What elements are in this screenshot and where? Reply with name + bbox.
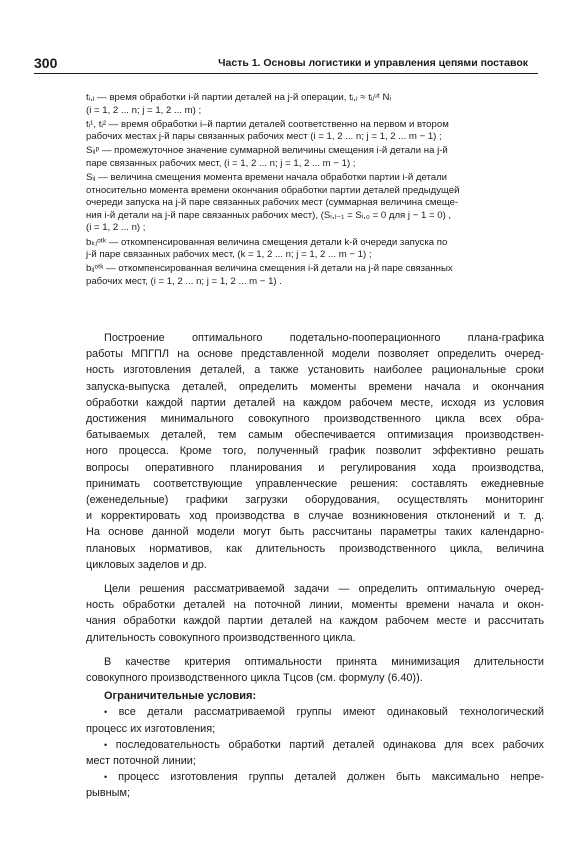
text-line: принимать соответствующие управленческие решения: составлять ежедневные: [86, 477, 544, 490]
paragraph-criterion: [86, 654, 544, 686]
text-line: плановых нормативов, как длительность производственного цикла, величина: [86, 542, 544, 555]
text-line: чания обработки каждой партии деталей на каждом рабочем месте и рассчитать: [86, 615, 544, 628]
text-line: [86, 769, 544, 785]
running-title: Часть 1. Основы логистики и управления цепями поставок: [218, 57, 528, 69]
page-header: [34, 55, 538, 73]
definition-line: рабочих местах j-й пары связанных рабочих мест (i = 1, 2 ... n; j = 1, 2 ... m − 1) ;: [86, 131, 442, 143]
definition-line: относительно момента времени окончания обработки партии деталей предыдущей: [86, 184, 460, 196]
text-line: обработки каждой партии деталей на каждом рабочем месте, исходя из условия: [86, 396, 544, 409]
text-line: На основе данной модели могут быть рассчитаны параметры таких календарно-: [86, 526, 544, 539]
constraints-heading: Ограничительные условия:: [104, 690, 257, 703]
text-line: Построение оптимального подетально-пооперационного плана-графика: [104, 332, 544, 344]
definition-line: (i = 1, 2 ... n; j = 1, 2 ... m) ;: [86, 104, 202, 116]
definition-line: tᵢ,ⱼ — время обработки i-й партии деталей на j-й операции, tᵢ,ⱼ ≈ tᵢⱼᵘᵗ Nᵢ: [86, 92, 391, 103]
text-line: совокупного производственного цикла Tцсов (см. формулу (6.40)).: [86, 672, 423, 685]
text-line: достижения минимального совокупного производственного цикла всех обра-: [86, 413, 544, 426]
definition-line: Sᵢⱼᵖ — промежуточное значение суммарной величины смещения i-й детали на j-й: [86, 145, 448, 157]
definition-line: j-й паре связанных рабочих мест, (k = 1, 2 ... n; j = 1, 2 ... m − 1) ;: [86, 249, 372, 261]
constraint-text: последовательность обработки партий деталей одинакова для всех рабочих: [115, 738, 544, 751]
definition-line: паре связанных рабочих мест, (i = 1, 2 ... n; j = 1, 2 ... m − 1) ;: [86, 157, 356, 169]
definition-line: очереди запуска на j-й паре связанных рабочих мест (суммарная величина смеще-: [86, 197, 459, 209]
text-line: (еженедельные) графики загрузки оборудования, осуществлять мониторинг: [86, 494, 544, 507]
constraint-text: процесс изготовления группы деталей должен быть максимально непре-: [118, 771, 544, 784]
text-line: ность изготовления деталей, а также установить наиболее рациональные сроки: [86, 364, 544, 377]
constraint-text: все детали рассматриваемой группы имеют одинаковый технологический: [118, 706, 544, 719]
text-line: [86, 704, 544, 720]
page-number: 300: [34, 55, 58, 71]
definition-s-ij: [86, 172, 526, 235]
text-line: батываемых деталей, тем самым обеспечивается оптимизация производствен-: [86, 429, 544, 442]
paragraph-schedule: [86, 330, 544, 573]
text-line: В качестве критерия оптимальности принята минимизация длительности: [104, 655, 544, 668]
definition-line: bᵢⱼᵒᵗᵏ — откомпенсированная величина смещения i-й детали на j-й паре связанных: [86, 263, 453, 275]
constraints-section: [86, 688, 544, 801]
definition-line: Sᵢⱼ — величина смещения момента времени начала обработки партии i-й детали: [86, 172, 448, 184]
text-line: [86, 737, 544, 753]
definition-line: ния i-й детали на j-й паре связанных рабочих мест), (Sᵢ,ⱼ₋₁ = Sᵢ,₀ = 0 для j − 1 = 0) ,: [86, 209, 452, 221]
constraint-item: [86, 737, 544, 769]
notation-definitions: [86, 92, 526, 290]
text-line: рывным;: [86, 787, 131, 800]
text-line: длительность совокупного производственного цикла.: [86, 631, 356, 644]
text-line: ность обработки деталей на поточной линии, моменты времени начала и окон-: [86, 599, 544, 612]
text-line: ного процесса. Кроме того, полученный график позволит эффективно решать: [86, 445, 544, 458]
constraint-item: [86, 704, 544, 736]
text-line: мест поточной линии;: [86, 755, 196, 768]
definition-s-p: [86, 145, 526, 170]
definition-b-kj: [86, 237, 526, 262]
text-line: работы МПГПЛ на основе представленной модели позволяет определить очеред-: [86, 348, 544, 361]
header-rule: [34, 73, 538, 74]
definition-line: bₖⱼᵒᵗᵏ — откомпенсированная величина смещения детали k-й очереди запуска по: [86, 236, 448, 248]
definition-line: рабочих мест, (i = 1, 2 ... n; j = 1, 2 ... m − 1) .: [86, 275, 282, 287]
main-text: [86, 330, 544, 802]
bullet-icon: •: [104, 707, 108, 718]
constraint-item: [86, 769, 544, 801]
bullet-icon: •: [104, 739, 108, 750]
text-line: Цели решения рассматриваемой задачи — определить оптимальную очеред-: [104, 583, 544, 596]
paragraph-goals: [86, 581, 544, 646]
definition-t-ij: [86, 92, 526, 117]
text-line: процесс их изготовления;: [86, 722, 216, 735]
definition-line: tᵢ¹, tᵢ² — время обработки i–й партии деталей соответственно на первом и втором: [86, 118, 449, 130]
text-line: и корректировать ход производства в случае возникновения отклонений и т. д.: [86, 510, 544, 523]
text-line: запуска-выпуска деталей, определить моменты времени начала и окончания: [86, 380, 544, 393]
text-line: вопросы оперативного планирования и регулирования хода производства,: [86, 461, 544, 474]
bullet-icon: •: [104, 772, 108, 783]
definition-line: (i = 1, 2 ... n) ;: [86, 222, 146, 234]
definition-b-ij: [86, 263, 526, 288]
text-line: цикловых заделов и др.: [86, 558, 207, 571]
definition-t1-t2: [86, 119, 526, 144]
